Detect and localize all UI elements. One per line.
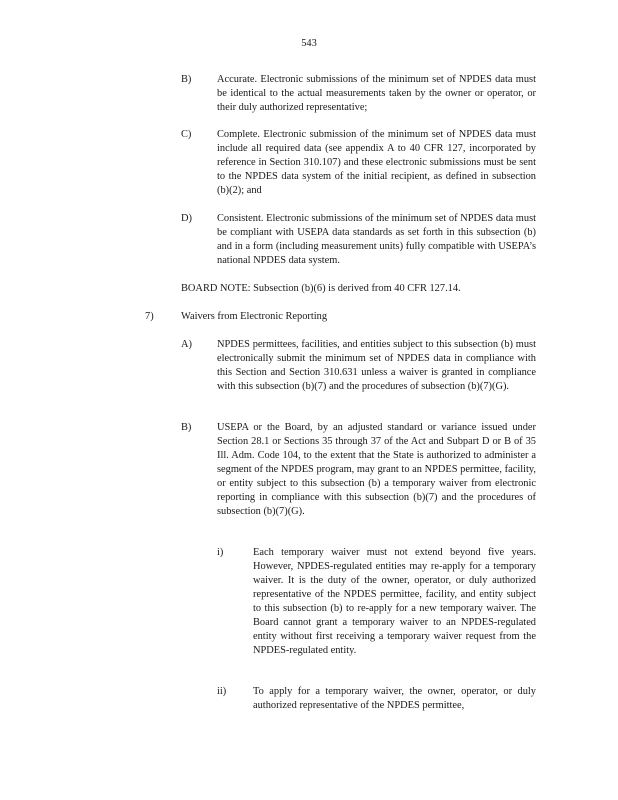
item-label-b: B) — [181, 74, 192, 85]
section-label-7: 7) — [145, 311, 154, 322]
item-text-waiver-a: NPDES permittees, facilities, and entities subject to this subsection (b) must electronically submit the minimum set of NPDES data in compliance with this Section and Section 310.631 unless a waiver is granted in compliance with this subsection (b)(7) and the procedures of subsection (b)(7)(G). — [217, 339, 536, 392]
subitem-label-i: i) — [217, 547, 224, 558]
subitem-text-ii: To apply for a temporary waiver, the owner, operator, or duly authorized representative of the NPDES permittee, — [253, 686, 536, 711]
page-number: 543 — [301, 38, 317, 49]
subitem-label-ii: ii) — [217, 686, 227, 697]
item-label-b7: B) — [181, 422, 192, 433]
item-text-waiver-b: USEPA or the Board, by an adjusted standard or variance issued under Section 28.1 or Sections 35 through 37 of the Act and Subpart D or B of 35 Ill. Adm. Code 104, to the extent that the State is authorized to administer a segment of the NPDES program, may grant to an NPDES permittee, facility, or entity subject to this subsection (b) a temporary waiver from electronic reporting in compliance with this subsection (b)(7) and the procedures of subsection (b)(7)(G). — [217, 422, 536, 517]
subitem-text-i: Each temporary waiver must not extend beyond five years. However, NPDES-regulated entities may re-apply for a temporary waiver. It is the duty of the owner, operator, or duly authorized representative of the NPDES permittee, facility, and entity subject to this subsection (b) to re-apply for a new temporary waiver. The Board cannot grant a temporary waiver to an NPDES-regulated entity without first receiving a temporary waiver request from the NPDES-regulated entity. — [253, 547, 536, 656]
item-label-a: A) — [181, 339, 192, 350]
item-label-c: C) — [181, 129, 192, 140]
section-title-waivers: Waivers from Electronic Reporting — [181, 311, 328, 322]
item-text-accurate: Accurate. Electronic submissions of the minimum set of NPDES data must be identical to the actual measurements taken by the owner or operator, or their duly authorized representative; — [217, 74, 536, 113]
item-label-d: D) — [181, 213, 192, 224]
item-text-consistent: Consistent. Electronic submissions of the minimum set of NPDES data must be compliant with USEPA data standards as set forth in this subsection (b) and in a form (including measurement units) fully compatible with USEPA’s national NPDES data system. — [217, 213, 536, 266]
board-note: BOARD NOTE: Subsection (b)(6) is derived from 40 CFR 127.14. — [181, 283, 461, 294]
item-text-complete: Complete. Electronic submission of the minimum set of NPDES data must include all required data (see appendix A to 40 CFR 127, incorporated by reference in Section 310.107) and these electronic submissions must be sent to the NPDES data system of the initial recipient, as defined in subsection (b)(2); and — [217, 129, 536, 196]
